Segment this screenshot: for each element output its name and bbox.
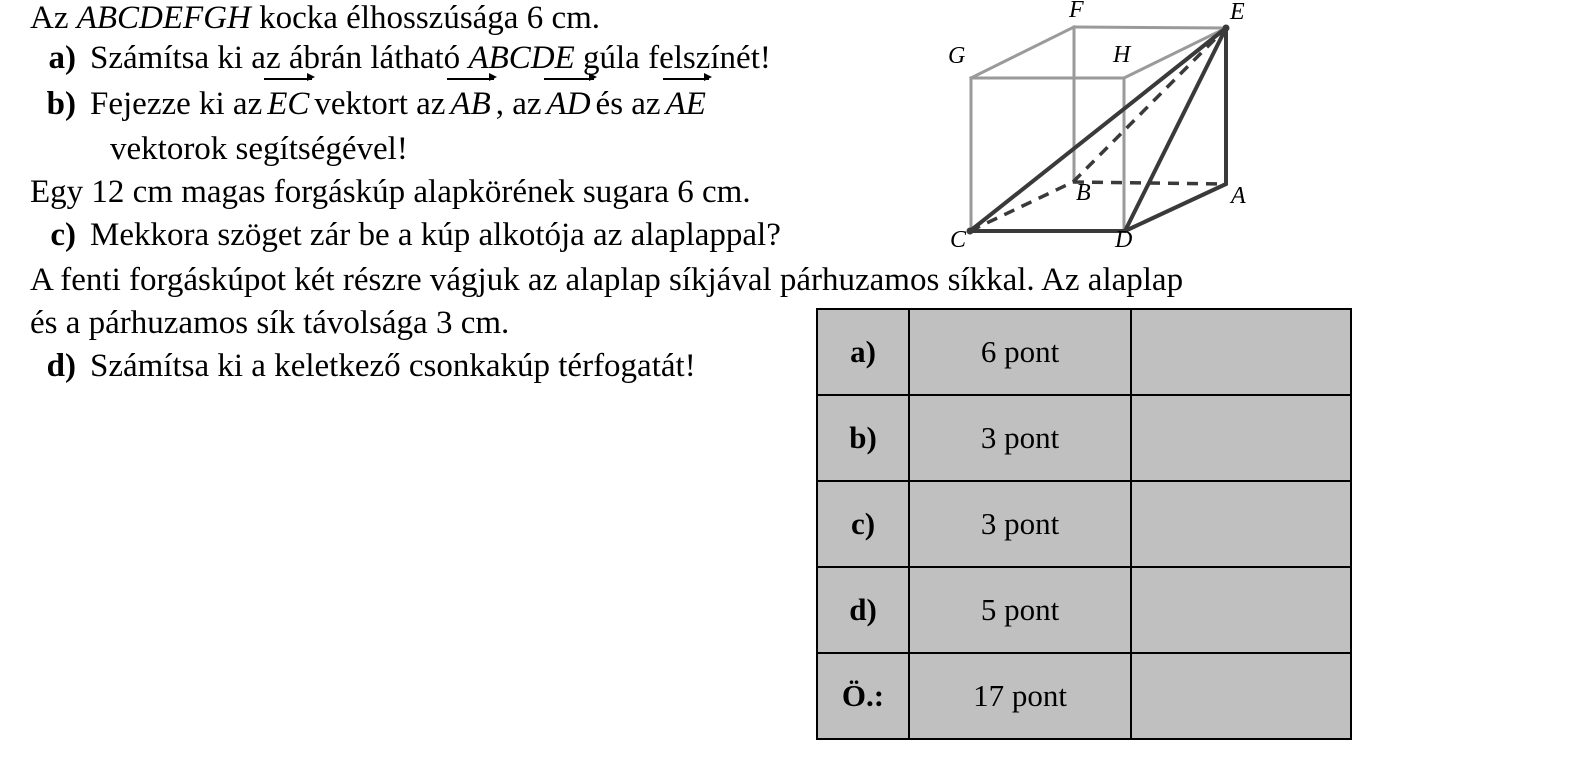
table-row-total [817, 653, 1351, 739]
vector-ab-label: AB [450, 86, 491, 122]
task-a-line [30, 42, 771, 75]
task-b-part2: vektort az [314, 86, 446, 122]
task-c-label: c) [50, 217, 76, 253]
score-row-points: 3 pont [909, 395, 1131, 481]
intro-frustum-line1: A fenti forgáskúpot két részre vágjuk az alaplap síkjával párhuzamos síkkal. Az alaplap [30, 262, 1184, 298]
intro-frustum-line2: és a párhuzamos sík távolsága 3 cm. [30, 305, 510, 341]
vector-ec [265, 88, 311, 121]
task-a-label: a) [48, 40, 76, 76]
vector-arrowhead-icon [589, 73, 597, 81]
intro-cone-line: Egy 12 cm magas forgáskúp alapkörének sugara 6 cm. [30, 174, 751, 210]
task-a-text-after: gúla felszínét! [574, 40, 771, 76]
score-row-awarded[interactable] [1131, 481, 1351, 567]
task-d-label: d) [46, 348, 76, 384]
vertex-label-D: D [1115, 227, 1133, 253]
vertex-label-G: G [948, 43, 966, 69]
score-row-item: d) [817, 567, 909, 653]
score-total-awarded[interactable] [1131, 653, 1351, 739]
task-a-text-before: Számítsa ki az ábrán látható [90, 40, 469, 76]
score-total-points: 17 pont [909, 653, 1131, 739]
cube-figure [930, 0, 1260, 255]
table-row [817, 395, 1351, 481]
score-total-label: Ö.: [817, 653, 909, 739]
vector-bar [264, 78, 312, 80]
vector-ae-label: AE [665, 86, 706, 122]
score-row-item: c) [817, 481, 909, 567]
vector-ec-label: EC [267, 86, 310, 122]
vertex-label-F: F [1069, 0, 1084, 23]
task-b-part3: , az [495, 86, 542, 122]
score-row-points: 6 pont [909, 309, 1131, 395]
task-b-part4: és az [595, 86, 661, 122]
vertex-dot-C [967, 228, 974, 235]
intro-cube-suffix: kocka élhosszúsága 6 cm. [250, 0, 601, 36]
vertex-label-A: A [1231, 183, 1246, 209]
task-b-line1 [30, 88, 711, 121]
task-b-line2: vektorok segítségével! [110, 131, 408, 167]
vector-arrowhead-icon [489, 73, 497, 81]
vector-arrowhead-icon [307, 73, 315, 81]
score-row-awarded[interactable] [1131, 395, 1351, 481]
edge-BA-hidden [1073, 182, 1226, 184]
score-row-awarded[interactable] [1131, 567, 1351, 653]
table-row [817, 309, 1351, 395]
score-row-awarded[interactable] [1131, 309, 1351, 395]
vector-arrowhead-icon [704, 73, 712, 81]
edge-DA [1125, 184, 1226, 231]
edge-FE [1074, 27, 1226, 28]
intro-cube-prefix: Az [30, 0, 77, 36]
task-d-line [30, 350, 696, 383]
cube-solid-name: ABCDEFGH [76, 0, 251, 36]
task-a-solid-name: ABCDE [468, 40, 575, 76]
task-c-line [30, 219, 781, 252]
task-c-text: Mekkora szöget zár be a kúp alkotója az alaplappal? [90, 217, 781, 253]
vertex-dot-E [1223, 25, 1230, 32]
score-table [816, 308, 1352, 740]
vector-ad-label: AD [546, 86, 591, 122]
edge-BE-hidden [1073, 28, 1226, 182]
score-row-item: b) [817, 395, 909, 481]
score-table-body [817, 309, 1351, 739]
edge-GF [971, 27, 1074, 78]
edge-DE [1125, 28, 1226, 231]
vertex-label-E: E [1230, 0, 1245, 25]
table-row [817, 567, 1351, 653]
vertex-label-C: C [950, 227, 967, 253]
intro-cube-line [30, 2, 600, 35]
table-row [817, 481, 1351, 567]
cube-diagram-svg [930, 0, 1260, 255]
vector-bar [447, 78, 493, 80]
vertex-label-H: H [1113, 42, 1131, 68]
vector-ae [664, 88, 708, 121]
vertex-label-B: B [1076, 180, 1091, 206]
task-b-part1: Fejezze ki az [90, 86, 263, 122]
vector-bar [663, 78, 709, 80]
task-d-text: Számítsa ki a keletkező csonkakúp térfogatát! [90, 348, 696, 384]
vector-bar [544, 78, 594, 80]
score-row-points: 3 pont [909, 481, 1131, 567]
task-b-label: b) [46, 86, 76, 122]
vector-ab [448, 88, 492, 121]
score-row-points: 5 pont [909, 567, 1131, 653]
score-row-item: a) [817, 309, 909, 395]
vector-ad [545, 88, 593, 121]
